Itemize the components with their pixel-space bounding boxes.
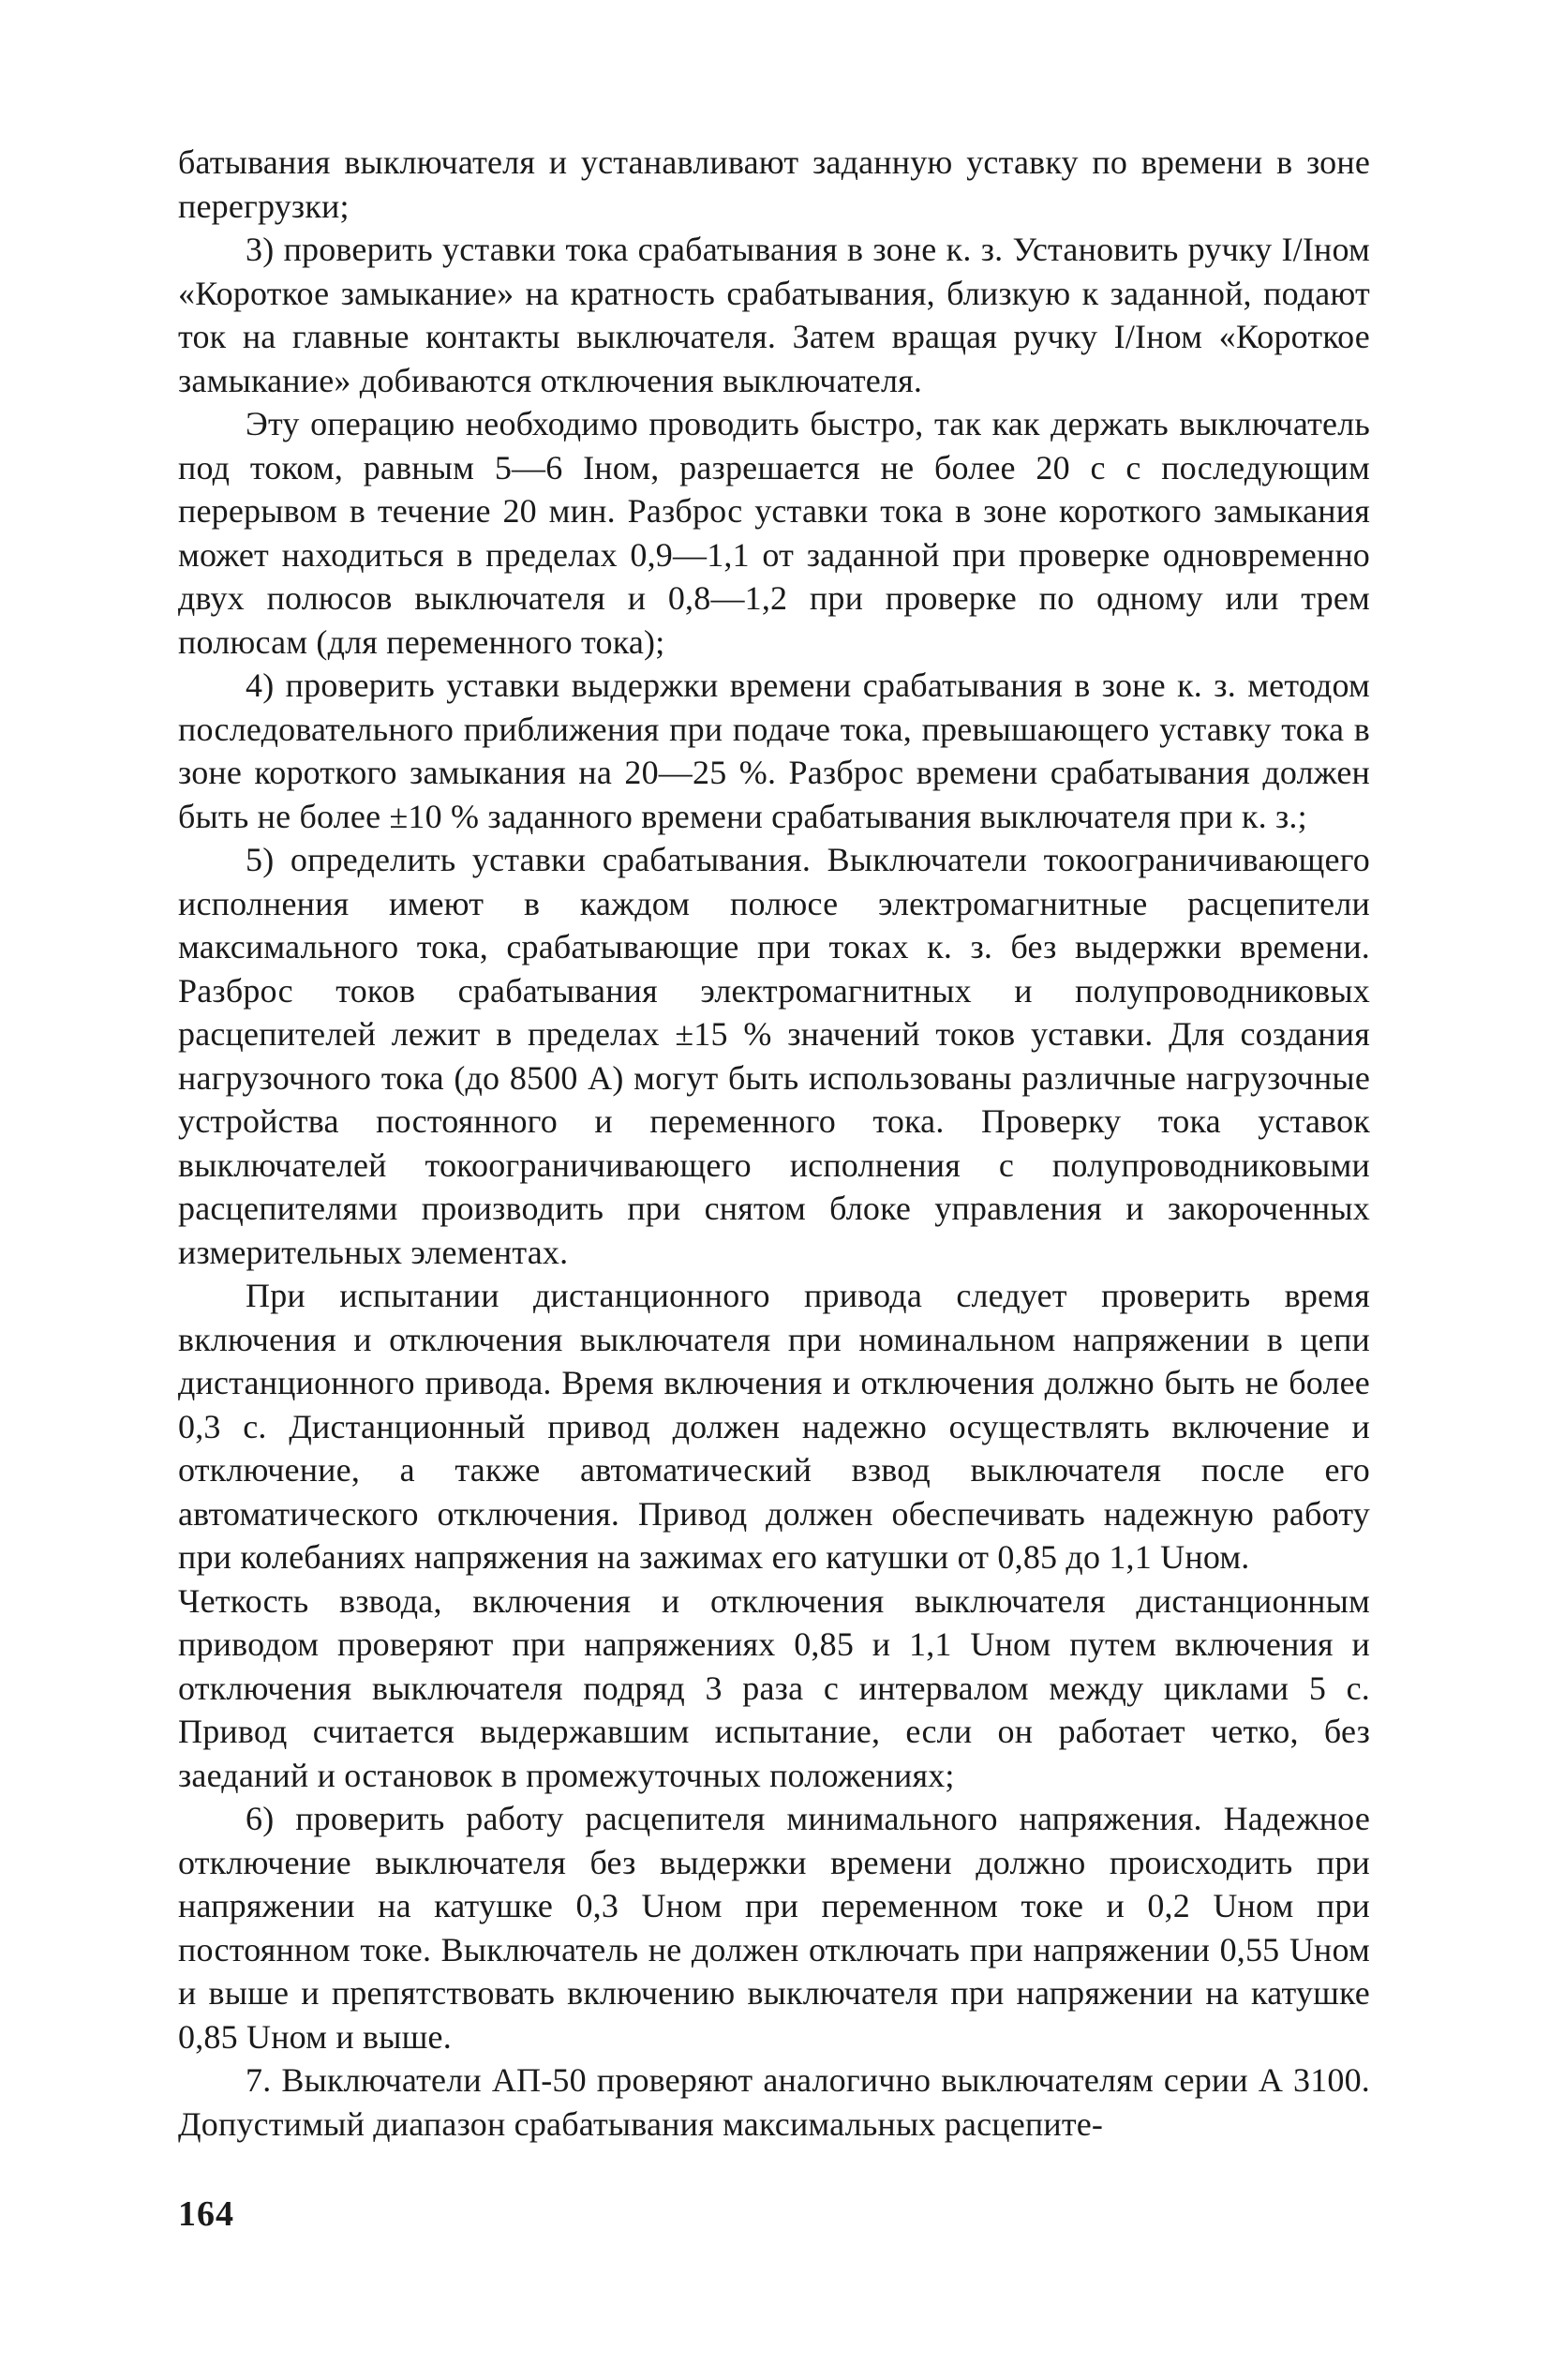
document-page	[178, 141, 1370, 2146]
paragraph-4: 4) проверить уставки выдержки времени срабатывания в зоне к. з. методом последовательного приближения при подаче тока, превышающего уставку тока в зоне короткого замыкания на 20—25 %. Разброс времени срабатывания должен быть не более ±10 % заданного времени срабатывания выключателя при к. з.;	[178, 666, 1370, 835]
paragraph-2: 3) проверить уставки тока срабатывания в зоне к. з. Установить ручку I/Iном «Короткое замыкание» на кратность срабатывания, близкую к заданной, подают ток на главные контакты выключателя. Затем вращая ручку I/Iном «Короткое замыкание» добиваются отключения выключателя.	[178, 231, 1370, 399]
paragraph-3: Эту операцию необходимо проводить быстро, так как держать выключатель под током, равным 5—6 Iном, разрешается не более 20 с с последующим перерывом в течение 20 мин. Разброс уставки тока в зоне короткого замыкания может находиться в пределах 0,9—1,1 от заданной при проверке одновременно двух полюсов выключателя и 0,8—1,2 при проверке по одному или трем полюсам (для переменного тока);	[178, 405, 1370, 661]
paragraph-1: батывания выключателя и устанавливают заданную уставку по времени в зоне перегрузки;	[178, 143, 1370, 225]
paragraph-8: 6) проверить работу расцепителя минимального напряжения. Надежное отключение выключателя без выдержки времени должно происходить при напряжении на катушке 0,3 Uном при переменном токе и 0,2 Uном при постоянном токе. Выключатель не должен отключать при напряжении 0,55 Uном и выше и препятствовать включению выключателя при напряжении на катушке 0,85 Uном и выше.	[178, 1800, 1370, 2056]
paragraph-6: При испытании дистанционного привода следует проверить время включения и отключения выключателя при номинальном напряжении в цепи дистанционного привода. Время включения и отключения должно быть не более 0,3 с. Дистанционный привод должен надежно осуществлять включение и отключение, а также автоматический взвод выключателя после его автоматического отключения. Привод должен обеспечивать надежную работу при колебаниях напряжения на зажимах его катушки от 0,85 до 1,1 Uном.	[178, 1277, 1370, 1576]
paragraph-5: 5) определить уставки срабатывания. Выключатели токоограничивающего исполнения имеют в каждом полюсе электромагнитные расцепители максимального тока, срабатывающие при токах к. з. без выдержки времени. Разброс токов срабатывания электромагнитных и полупроводниковых расцепителей лежит в пределах ±15 % значений токов уставки. Для создания нагрузочного тока (до 8500 А) могут быть использованы различные нагрузочные устройства постоянного и переменного тока. Проверку тока уставок выключателей токоограничивающего исполнения с полупроводниковыми расцепителями производить при снятом блоке управления и закороченных измерительных элементах.	[178, 841, 1370, 1271]
body-text	[178, 141, 1370, 2146]
page-number: 164	[178, 2194, 234, 2234]
paragraph-7: Четкость взвода, включения и отключения выключателя дистанционным приводом проверяют при напряжениях 0,85 и 1,1 Uном путем включения и отключения выключателя подряд 3 раза с интервалом между циклами 5 с. Привод считается выдержавшим испытание, если он работает четко, без заеданий и остановок в промежуточных положениях;	[178, 1581, 1370, 1794]
paragraph-9: 7. Выключатели АП-50 проверяют аналогично выключателям серии А 3100. Допустимый диапазон срабатывания максимальных расцепите-	[178, 2061, 1370, 2143]
